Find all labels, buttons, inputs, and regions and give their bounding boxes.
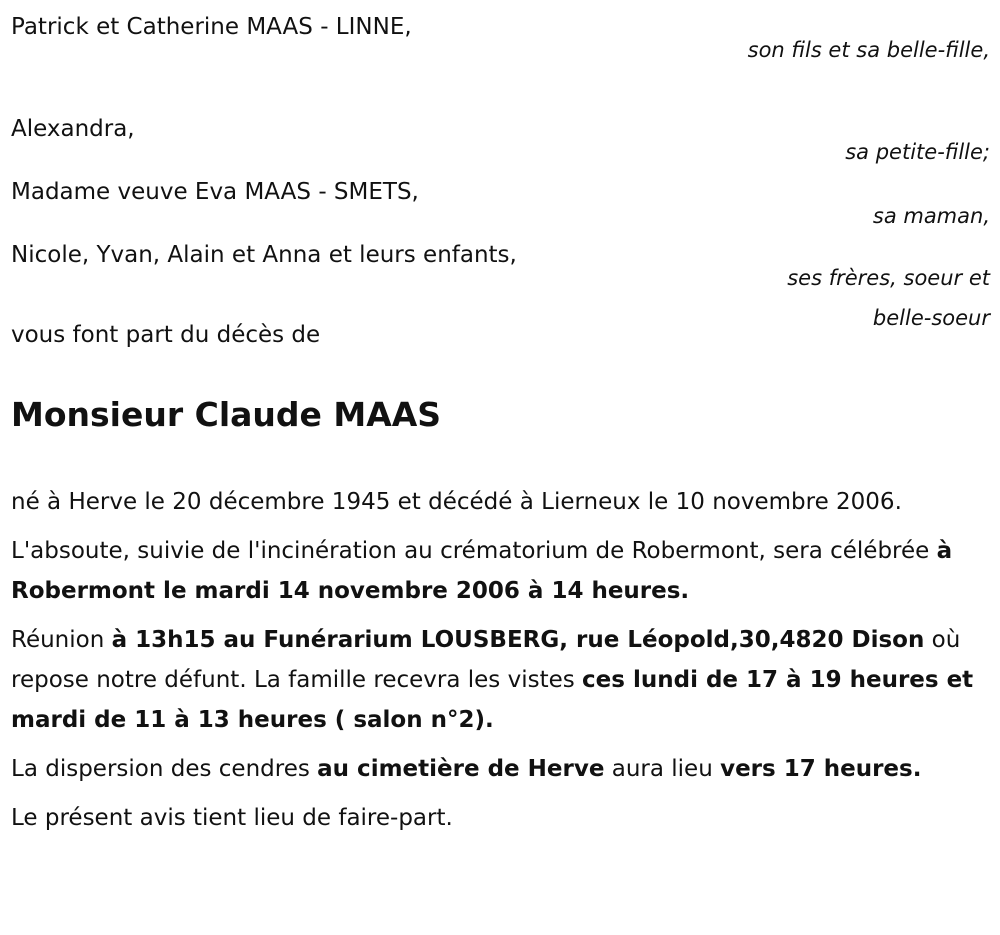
family-name-4: Nicole, Yvan, Alain et Anna et leurs enfants, [11,242,517,268]
meeting-text: où repose notre défunt. La famille recevra les vistes [11,627,961,693]
family-name-1: Patrick et Catherine MAAS - LINNE, [11,14,412,40]
family-relation-3: sa maman, [872,204,990,228]
ashes-connector: aura lieu [604,756,721,782]
meeting-paragraph [11,620,986,740]
family-name-2: Alexandra, [11,116,135,142]
closing-paragraph [11,798,986,838]
family-relation-2: sa petite-fille; [845,140,990,164]
ashes-paragraph [11,749,986,789]
visiting-hours: ces lundi de 17 à 19 heures et mardi de 11 à 13 heures ( salon n°2). [11,667,974,733]
ceremony-text: L'absoute, suivie de l'incinération au crématorium de Robermont, sera célébrée [11,538,937,564]
family-relation-4: ses frères, soeur et belle-soeur [787,266,990,330]
obituary-body [11,482,986,847]
closing-text: Le présent avis tient lieu de faire-part. [11,805,453,831]
announcement-intro: vous font part du décès de [11,322,321,348]
family-relation-1: son fils et sa belle-fille, [747,38,990,62]
birth-death-text: né à Herve le 20 décembre 1945 et décédé à Lierneux le 10 novembre 2006. [11,489,902,515]
ashes-time: vers 17 heures. [720,756,922,782]
meeting-location: à 13h15 au Funérarium LOUSBERG, rue Léopold,30,4820 Dison [111,627,925,653]
ceremony-details: à Robermont le mardi 14 novembre 2006 à 14 heures. [11,538,953,604]
ashes-location: au cimetière de Herve [317,756,605,782]
ashes-text: La dispersion des cendres [11,756,318,782]
ceremony-paragraph [11,531,986,611]
deceased-name: Monsieur Claude MAAS [11,395,442,434]
family-name-3: Madame veuve Eva MAAS - SMETS, [11,179,419,205]
birth-death-paragraph [11,482,986,522]
meeting-label: Réunion [11,627,112,653]
